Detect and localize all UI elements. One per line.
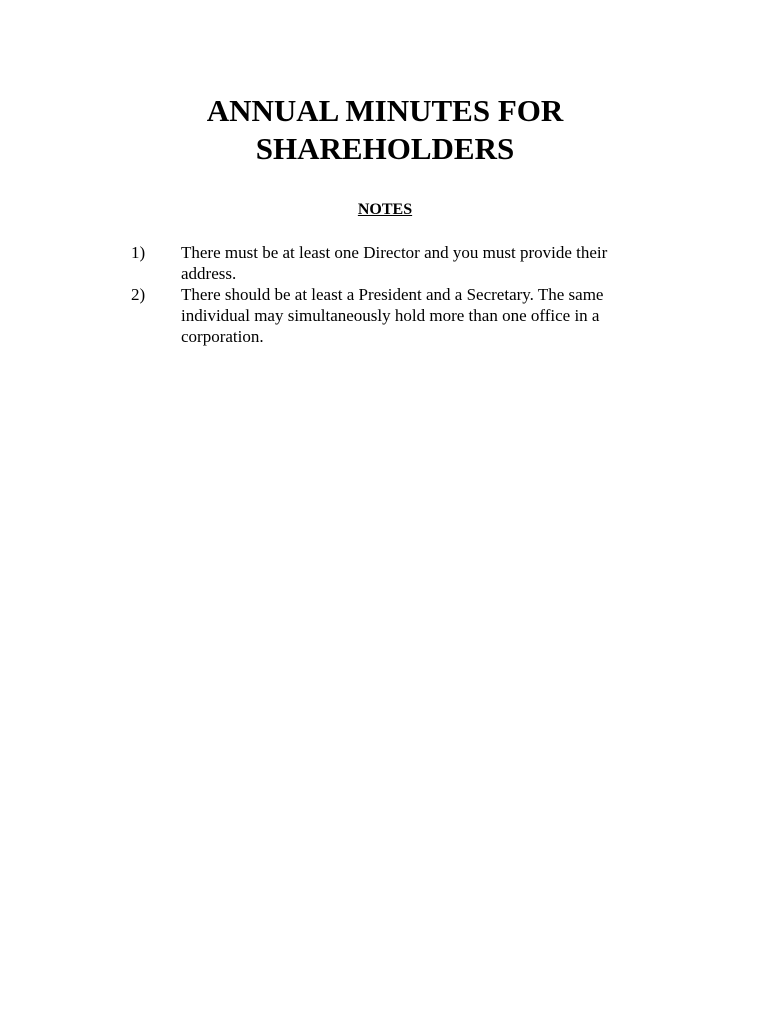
note-text: There should be at least a President and a Secretary. The same individual may simultaneously hold more than one office in a corporation. bbox=[181, 285, 604, 346]
note-number: 2) bbox=[131, 285, 146, 304]
title-line-2: SHAREHOLDERS bbox=[255, 131, 515, 166]
note-item-1 bbox=[131, 242, 641, 284]
notes-list bbox=[131, 242, 641, 347]
title-line-1: ANNUAL MINUTES FOR bbox=[206, 93, 564, 128]
note-item-2 bbox=[131, 284, 641, 347]
note-text: There must be at least one Director and you must provide their address. bbox=[181, 243, 608, 283]
notes-heading: NOTES bbox=[357, 201, 413, 218]
note-number: 1) bbox=[131, 243, 146, 262]
document-title bbox=[0, 92, 770, 168]
